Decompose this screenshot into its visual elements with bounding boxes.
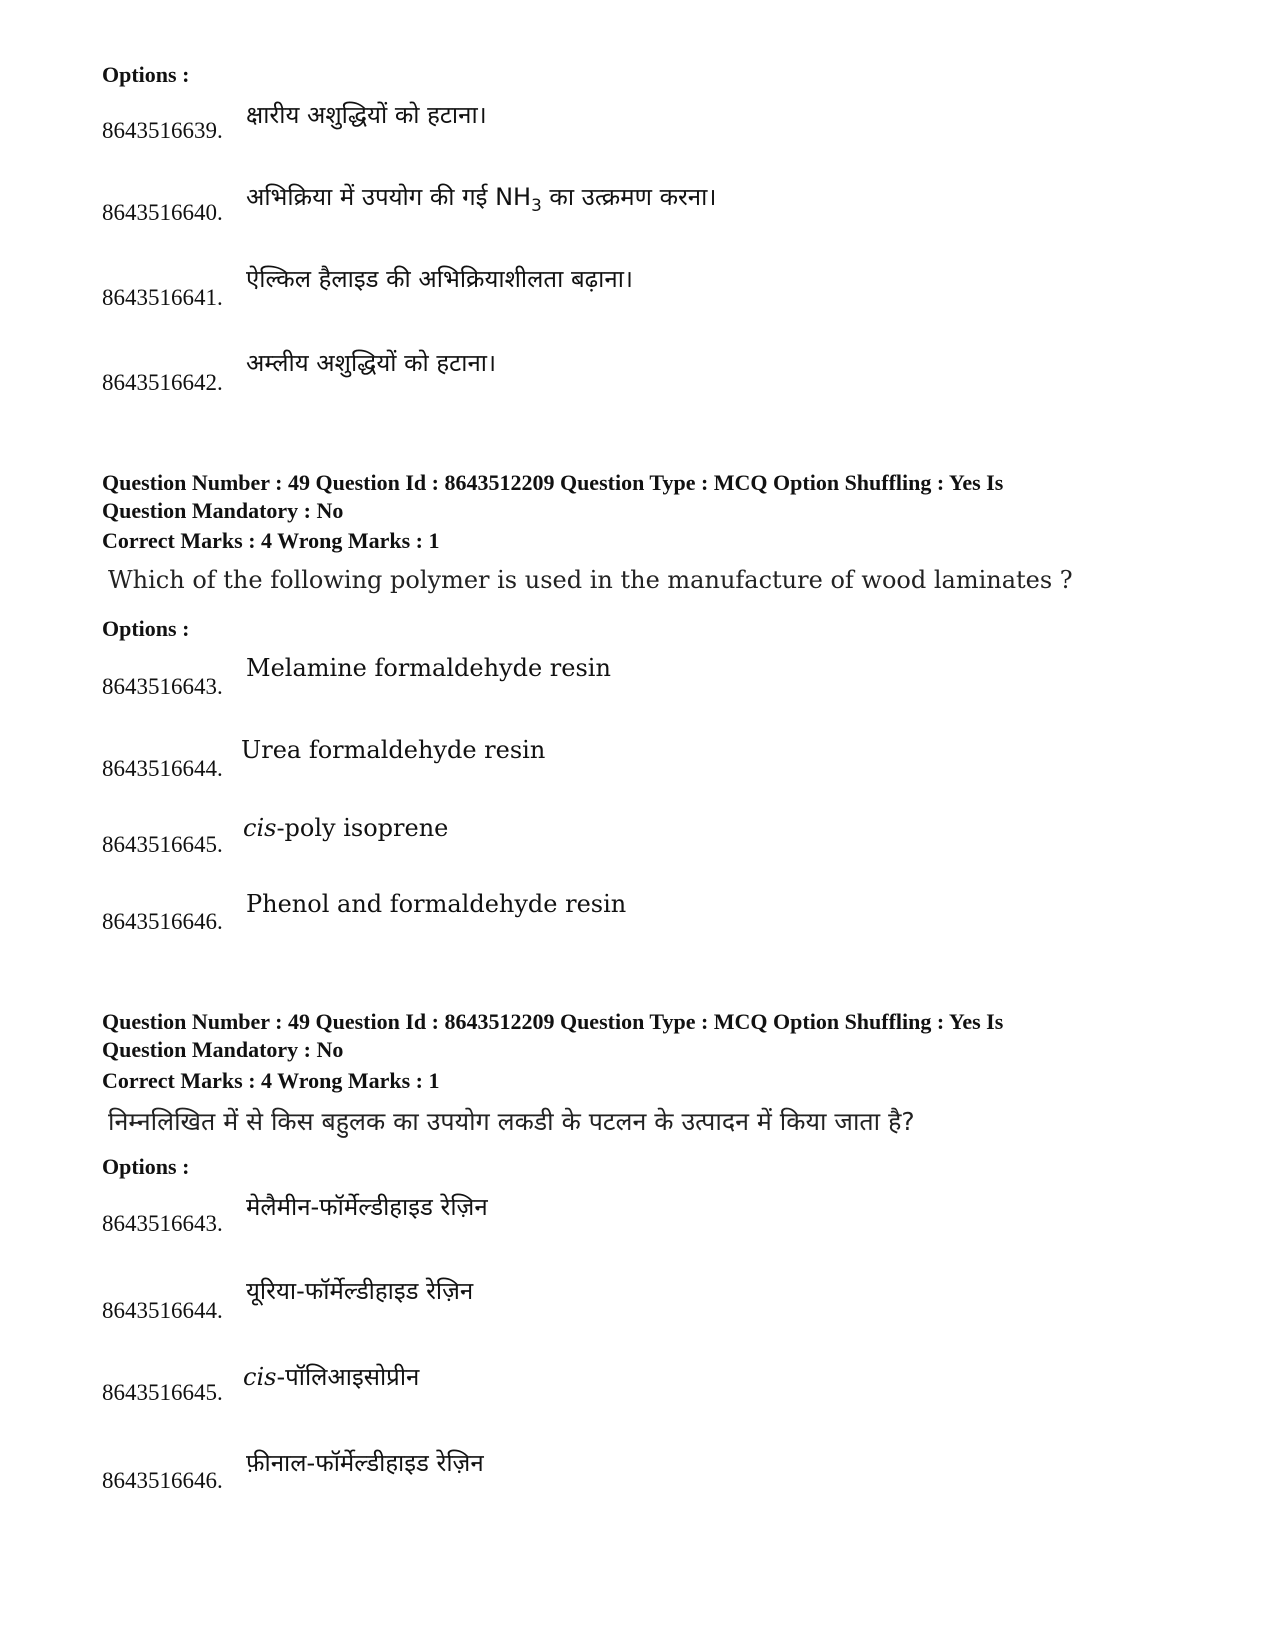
question-header-line: Question Number : 49 Question Id : 8643512209 Question Type : MCQ Option Shuffling : Yes Is bbox=[102, 470, 1004, 495]
marks-line: Correct Marks : 4 Wrong Marks : 1 bbox=[102, 1068, 440, 1093]
option-text: Melamine formaldehyde resin bbox=[246, 654, 611, 682]
option-id: 8643516644. bbox=[102, 1298, 223, 1323]
option-id: 8643516645. bbox=[102, 832, 223, 857]
option-text: क्षारीय अशुद्धियों को हटाना। bbox=[246, 101, 487, 129]
option-id: 8643516641. bbox=[102, 285, 223, 310]
option-id: 8643516643. bbox=[102, 674, 223, 699]
option-text: मेलैमीन-फॉर्मेल्डीहाइड रेज़िन bbox=[246, 1193, 488, 1221]
option-id: 8643516646. bbox=[102, 909, 223, 934]
option-id: 8643516646. bbox=[102, 1468, 223, 1493]
option-text: यूरिया-फॉर्मेल्डीहाइड रेज़िन bbox=[246, 1277, 474, 1305]
option-text: फ़ीनाल-फॉर्मेल्डीहाइड रेज़िन bbox=[246, 1449, 484, 1477]
option-text: अभिक्रिया में उपयोग की गई $NH_3$ का उत्क्रमण करना। bbox=[246, 183, 717, 215]
question-header-line: Question Number : 49 Question Id : 8643512209 Question Type : MCQ Option Shuffling : Yes Is bbox=[102, 1009, 1004, 1034]
options-label: Options : bbox=[102, 1154, 190, 1179]
option-text: Urea formaldehyde resin bbox=[241, 736, 546, 764]
option-id: 8643516640. bbox=[102, 200, 223, 225]
option-text: ऐल्किल हैलाइड की अभिक्रियाशीलता बढ़ाना। bbox=[246, 265, 634, 293]
question-header bbox=[102, 469, 1182, 525]
option-text: cis-पॉलिआइसोप्रीन bbox=[243, 1363, 420, 1391]
options-label: Options : bbox=[102, 62, 190, 87]
question-text: Which of the following polymer is used in the manufacture of wood laminates ? bbox=[108, 566, 1073, 594]
option-text: अम्लीय अशुद्धियों को हटाना। bbox=[246, 349, 497, 377]
marks-line: Correct Marks : 4 Wrong Marks : 1 bbox=[102, 528, 440, 553]
option-id: 8643516644. bbox=[102, 756, 223, 781]
option-id: 8643516642. bbox=[102, 370, 223, 395]
question-header bbox=[102, 1008, 1182, 1064]
question-header-line: Question Mandatory : No bbox=[102, 498, 344, 523]
question-header-line: Question Mandatory : No bbox=[102, 1037, 344, 1062]
option-text: cis-poly isoprene bbox=[243, 814, 449, 842]
option-text: Phenol and formaldehyde resin bbox=[246, 890, 627, 918]
question-text: निम्नलिखित में से किस बहुलक का उपयोग लकडी के पटलन के उत्पादन में किया जाता है? bbox=[108, 1107, 915, 1136]
option-id: 8643516639. bbox=[102, 118, 223, 143]
option-id: 8643516645. bbox=[102, 1380, 223, 1405]
options-label: Options : bbox=[102, 616, 190, 641]
option-id: 8643516643. bbox=[102, 1211, 223, 1236]
